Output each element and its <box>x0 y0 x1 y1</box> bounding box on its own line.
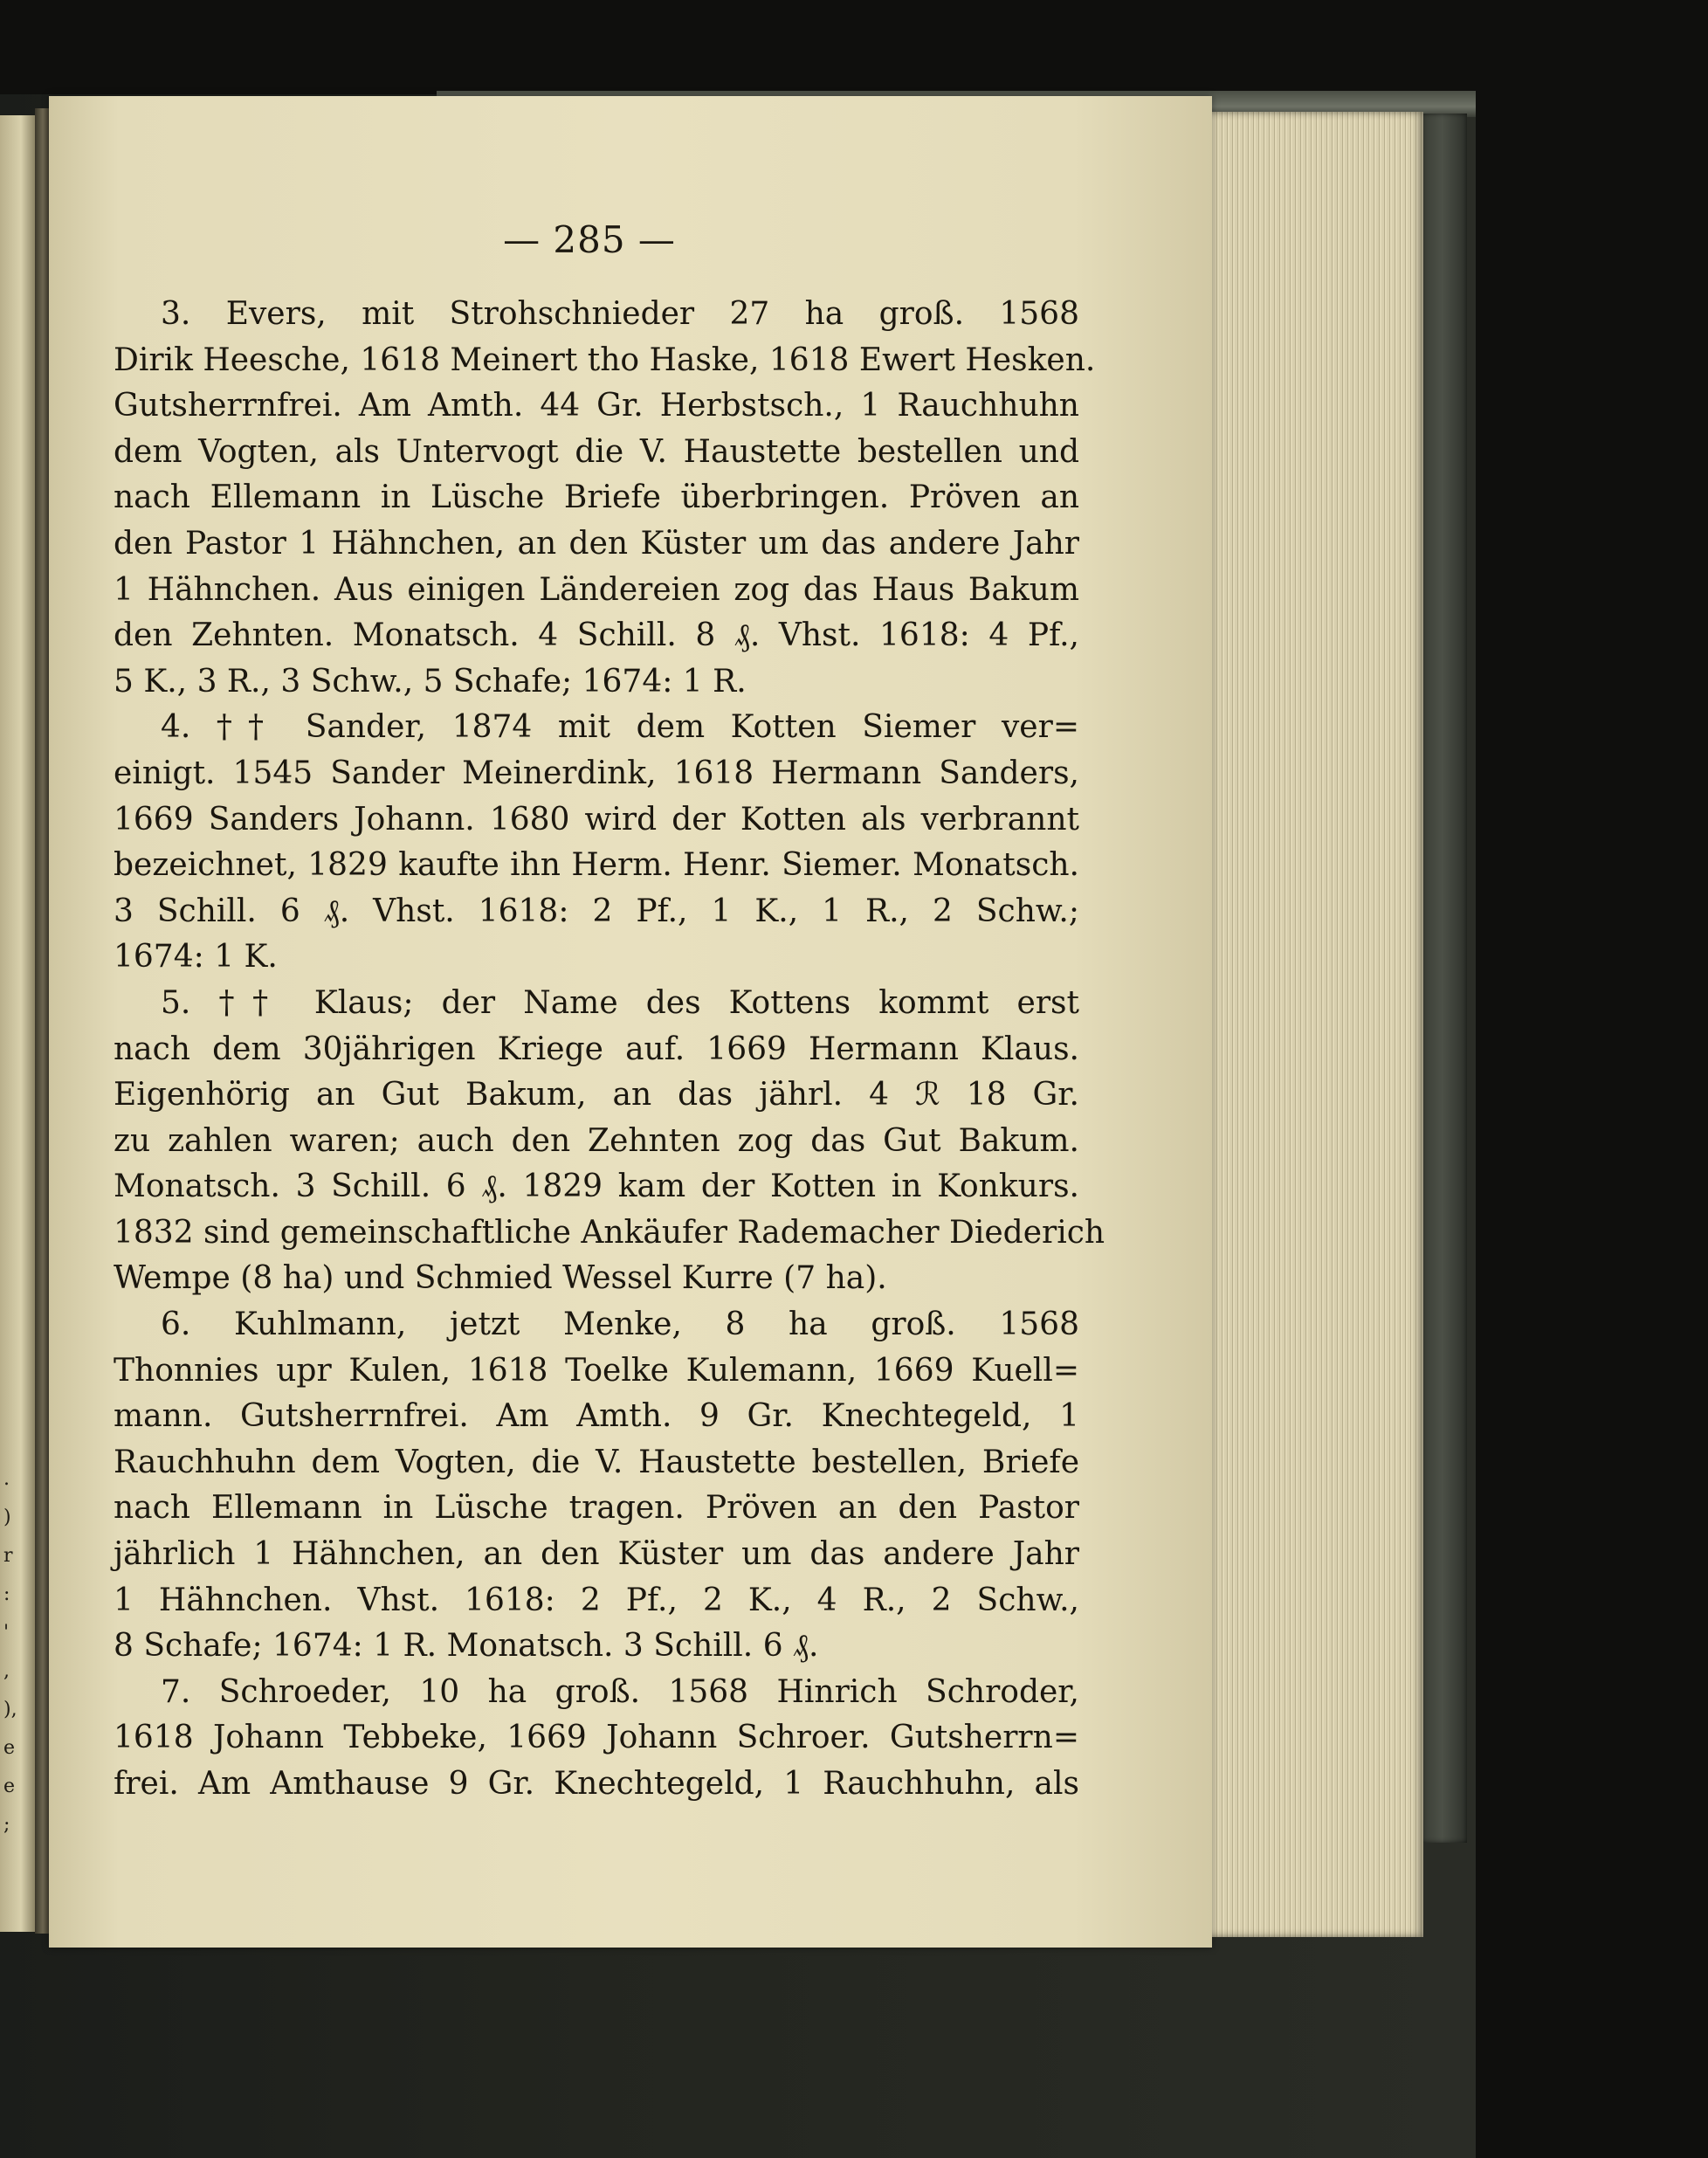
text-line: den Zehnten. Monatsch. 4 Schill. 8 ₰. Vhst. 1618: 4 Pf., <box>114 617 1079 654</box>
text-line: zu zahlen waren; auch den Zehnten zog das Gut Bakum. <box>114 1122 1079 1159</box>
text-line: einigt. 1545 Sander Meinerdink, 1618 Hermann Sanders, <box>114 755 1079 791</box>
text-line: 8 Schafe; 1674: 1 R. Monatsch. 3 Schill. 6 ₰. <box>114 1628 819 1665</box>
text-line: nach Ellemann in Lüsche Briefe überbringen. Pröven an <box>114 479 1079 516</box>
text-line: bezeichnet, 1829 kaufte ihn Herm. Henr. Siemer. Monatsch. <box>114 847 1079 884</box>
text-line: nach dem 30jährigen Kriege auf. 1669 Hermann Klaus. <box>114 1031 1079 1067</box>
text-line: 4. †† Sander, 1874 mit dem Kotten Siemer ver= <box>161 709 1079 746</box>
text-line: 1 Hähnchen. Aus einigen Ländereien zog das Haus Bakum <box>114 571 1079 608</box>
text-line: Thonnies upr Kulen, 1618 Toelke Kulemann, 1669 Kuell= <box>114 1352 1079 1389</box>
text-line: 1618 Johann Tebbeke, 1669 Johann Schroer. Gutsherrn= <box>114 1720 1079 1756</box>
text-line: 1674: 1 K. <box>114 939 278 976</box>
page-body-text <box>114 292 1105 1808</box>
text-line: 3. Evers, mit Strohschnieder 27 ha groß. 1568 <box>161 296 1079 332</box>
text-line: Gutsherrnfrei. Am Amth. 44 Gr. Herbstsch., 1 Rauchhuhn <box>114 388 1079 424</box>
page-edges <box>1198 112 1423 1937</box>
text-line: jährlich 1 Hähnchen, an den Küster um das andere Jahr <box>114 1536 1079 1573</box>
text-line: frei. Am Amthause 9 Gr. Knechtegeld, 1 Rauchhuhn, als <box>114 1766 1079 1802</box>
text-line: 5. †† Klaus; der Name des Kottens kommt erst <box>161 984 1079 1021</box>
text-line: 7. Schroeder, 10 ha groß. 1568 Hinrich Schroder, <box>161 1673 1079 1710</box>
text-line: nach Ellemann in Lüsche tragen. Pröven an den Pastor <box>114 1490 1079 1527</box>
text-line: mann. Gutsherrnfrei. Am Amth. 9 Gr. Knechtegeld, 1 <box>114 1398 1079 1435</box>
text-line: 1832 sind gemeinschaftliche Ankäufer Rademacher Diederich <box>114 1214 1105 1251</box>
left-page-marks: . ) r : ' , ), e e ; <box>3 1468 17 1836</box>
left-facing-page <box>0 115 35 1932</box>
text-line: 6. Kuhlmann, jetzt Menke, 8 ha groß. 1568 <box>161 1307 1079 1343</box>
text-line: Wempe (8 ha) und Schmied Wessel Kurre (7 ha). <box>114 1260 887 1297</box>
text-line: dem Vogten, als Untervogt die V. Haustette bestellen und <box>114 433 1079 470</box>
text-line: 1 Hähnchen. Vhst. 1618: 2 Pf., 2 K., 4 R., 2 Schw., <box>114 1582 1079 1618</box>
text-line: den Pastor 1 Hähnchen, an den Küster um das andere Jahr <box>114 525 1079 562</box>
text-line: Rauchhuhn dem Vogten, die V. Haustette bestellen, Briefe <box>114 1444 1079 1480</box>
text-line: 3 Schill. 6 ₰. Vhst. 1618: 2 Pf., 1 K., 1 R., 2 Schw.; <box>114 893 1079 929</box>
page-number: — 285 — <box>503 218 676 261</box>
cover-right-edge <box>1422 114 1467 1843</box>
text-line: 5 K., 3 R., 3 Schw., 5 Schafe; 1674: 1 R. <box>114 663 747 700</box>
text-line: Monatsch. 3 Schill. 6 ₰. 1829 kam der Kotten in Konkurs. <box>114 1169 1079 1205</box>
text-line: Eigenhörig an Gut Bakum, an das jährl. 4 ℛ 18 Gr. <box>114 1077 1079 1113</box>
text-line: 1669 Sanders Johann. 1680 wird der Kotten als verbrannt <box>114 801 1079 838</box>
text-line: Dirik Heesche, 1618 Meinert tho Haske, 1618 Ewert Hesken. <box>114 341 1096 378</box>
